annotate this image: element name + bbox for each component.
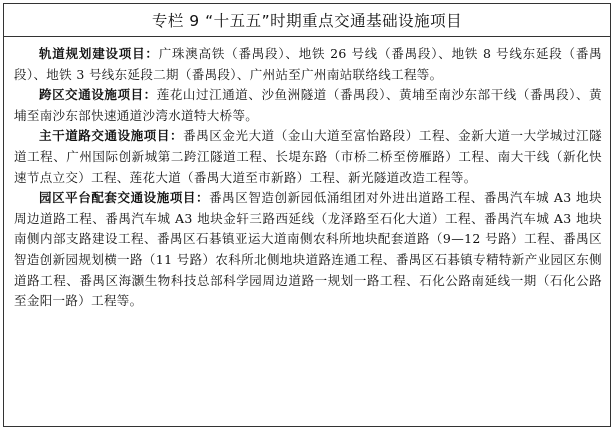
paragraph-text: 莲花山过江通道、沙鱼洲隧道（番禺段）、黄埔至南沙东部干线（番禺段）、黄埔至南沙东部快速通道沙湾水道特大桥等。 <box>14 87 602 123</box>
paragraph-heading: 主干道路交通设施项目： <box>39 128 184 144</box>
paragraph-heading: 轨道规划建设项目： <box>39 46 159 61</box>
paragraph-heading: 园区平台配套交通设施项目： <box>39 190 210 206</box>
paragraph-rail <box>14 44 602 85</box>
paragraph-heading: 跨区交通设施项目： <box>39 87 157 103</box>
paragraph-trunk-roads <box>14 126 602 188</box>
paragraph-text: 广珠澳高铁（番禺段）、地铁 26 号线（番禺段）、地铁 8 号线东延段（番禺段）、地铁 3 号线东延段二期（番禺段）、广州站至广州南站联络线工程等。 <box>14 46 602 82</box>
paragraph-text: 番禺区智造创新园低涌组团对外进出道路工程、番禺汽车城 A3 地块周边道路工程、番禺汽车城 A3 地块金轩三路西延线（龙泽路至石化大道）工程、番禺汽车城 A3 地块南侧内部支路建设工程、番禺区石碁镇亚运大道南侧农科所地块配套道路（9—12 号路）工程、番禺区智造创新园规划横一路（11 号路）农科所北侧地块道路连通工程、番禺区石碁镇专精特新产业园区东侧道路工程、番禺区海灏生物科技总部科学园周边道路一规划一路工程、石化公路南延线一期（石化公路至金阳一路）工程等。 <box>14 190 602 309</box>
paragraph-park-platform <box>14 188 602 312</box>
box-content <box>4 37 610 312</box>
paragraph-text: 番禺区金光大道（金山大道至富怡路段）工程、金新大道一大学城过江隧道工程、广州国际创新城第二跨江隧道工程、长堤东路（市桥二桥至傍雁路）工程、南大干线（新化快速节点立交）工程、莲花大道（番禺大道至市新路）工程、新光隧道改造工程等。 <box>14 128 602 185</box>
project-sidebar-box <box>3 3 611 427</box>
paragraph-cross-district <box>14 85 602 126</box>
box-title: 专栏 9 “十五五”时期重点交通基础设施项目 <box>4 4 610 37</box>
